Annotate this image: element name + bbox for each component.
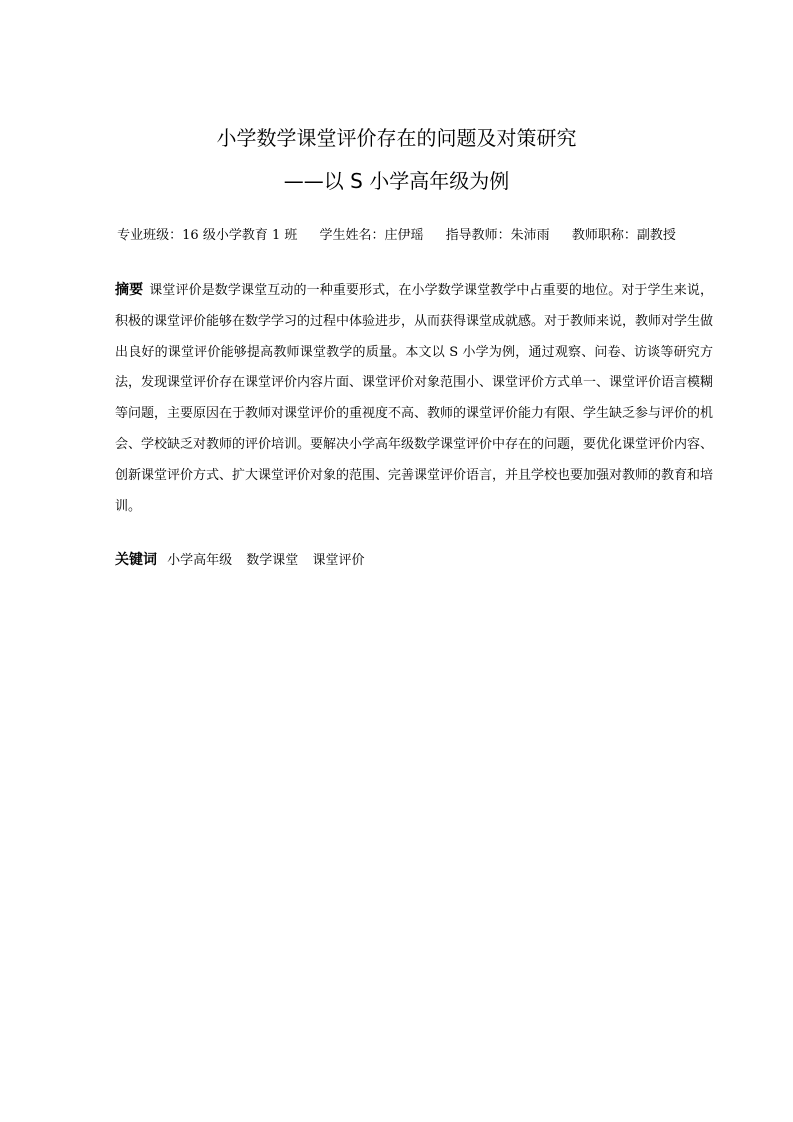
paper-subtitle: ——以 S 小学高年级为例 — [283, 169, 510, 193]
author-info — [0, 226, 793, 246]
keywords-section — [115, 548, 374, 573]
abstract-text: 课堂评价是数学课堂互动的一种重要形式，在小学数学课堂教学中占重要的地位。对于学生来说，积极的课堂评价能够在数学学习的过程中体验进步，从而获得课堂成就感。对于教师来说，教师对学生做出良好的课堂评价能够提高教师课堂教学的质量。本文以 S 小学为例，通过观察、问卷、访谈等研究方法，发现课堂评价存在课堂评价内容片面、课堂评价对象范围小、课堂评价方式单一、课堂评价语言模糊等问题，主要原因在于教师对课堂评价的重视度不高、教师的课堂评价能力有限、学生缺乏参与评价的机会、学校缺乏对教师的评价培训。要解决小学高年级数学课堂评价中存在的问题，要优化课堂评价内容、创新课堂评价方式、扩大课堂评价对象的范围、完善课堂评价语言，并且学校也要加强对教师的教育和培训。 — [115, 283, 714, 514]
keyword-item: 数学课堂 — [246, 553, 299, 568]
abstract-label: 摘要 — [115, 282, 144, 298]
advisor-name: 指导教师：朱沛雨 — [445, 228, 550, 243]
abstract-section — [115, 275, 713, 522]
keywords-label: 关键词 — [115, 552, 157, 568]
keyword-item: 课堂评价 — [312, 553, 365, 568]
student-name: 学生姓名：庄伊瑶 — [319, 228, 424, 243]
paper-title: 小学数学课堂评价存在的问题及对策研究 — [216, 126, 577, 150]
major-class: 专业班级：16 级小学教育 1 班 — [117, 228, 298, 243]
advisor-title: 教师职称：副教授 — [571, 228, 676, 243]
keyword-item: 小学高年级 — [167, 553, 233, 568]
